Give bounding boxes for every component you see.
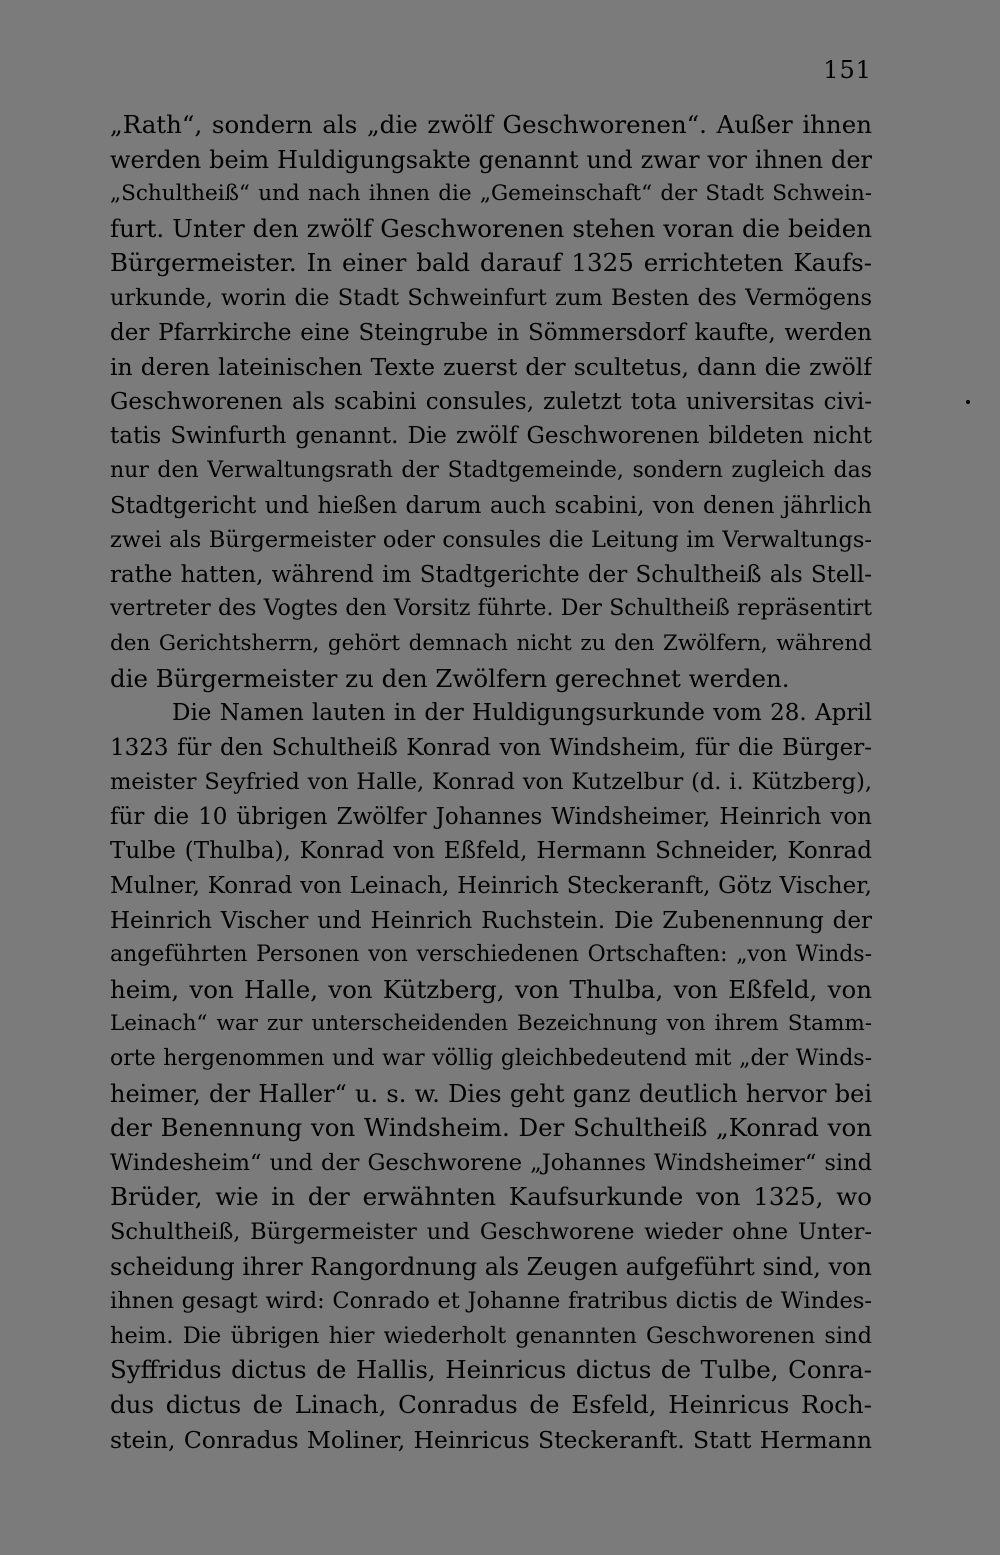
text-line: werden beim Huldigungsakte genannt und zwar vor ihnen der <box>110 145 872 174</box>
text-line: der Benennung von Windsheim. Der Schultheiß „Konrad von <box>110 1113 872 1143</box>
text-line: Brüder, wie in der erwähnten Kaufsurkunde von 1325, wo <box>110 1182 872 1212</box>
text-line: Mulner, Konrad von Leinach, Heinrich Steckeranft, Götz Vischer, <box>110 873 872 900</box>
text-line: Windesheim“ und der Geschworene „Johannes Windsheimer“ sind <box>110 1149 872 1176</box>
text-line: „Schultheiß“ und nach ihnen die „Gemeinschaft“ der Stadt Schwein- <box>110 181 872 207</box>
body-text <box>110 108 872 1457</box>
page-number: 151 <box>823 56 872 84</box>
text-line: Tulbe (Thulba), Konrad von Eßfeld, Hermann Schneider, Konrad <box>110 838 872 865</box>
scan-speck <box>966 400 970 404</box>
text-line: Stadtgericht und hießen darum auch scabini, von denen jährlich <box>110 492 872 519</box>
text-line: heim, von Halle, von Kützberg, von Thulba, von Eßfeld, von <box>110 974 872 1004</box>
text-line: meister Seyfried von Halle, Konrad von Kutzelbur (d. i. Kützberg), <box>110 769 872 796</box>
text-line: stein, Conradus Moliner, Heinricus Steckeranft. Statt Hermann <box>110 1425 872 1454</box>
text-line: furt. Unter den zwölf Geschworenen stehen voran die beiden <box>110 213 872 243</box>
text-line: Leinach“ war zur unterscheidenden Bezeichnung von ihrem Stamm- <box>110 1011 872 1037</box>
text-line: in deren lateinischen Texte zuerst der scultetus, dann die zwölf <box>110 353 872 382</box>
text-line: zwei als Bürgermeister oder consules die Leitung im Verwaltungs- <box>110 527 872 554</box>
text-line: Schultheiß, Bürgermeister und Geschworene wieder ohne Unter- <box>110 1219 872 1245</box>
text-line: Bürgermeister. In einer bald darauf 1325 errichteten Kaufs- <box>110 248 872 278</box>
text-line: 1323 für den Schultheiß Konrad von Windsheim, für die Bürger- <box>110 734 872 761</box>
text-line: heimer, der Haller“ u. s. w. Dies geht ganz deutlich hervor bei <box>110 1079 872 1108</box>
text-line: heim. Die übrigen hier wiederholt genannten Geschworenen sind <box>110 1322 872 1349</box>
text-line: orte hergenommen und war völlig gleichbedeutend mit „der Winds- <box>110 1046 872 1072</box>
text-line: „Rath“, sondern als „die zwölf Geschworenen“. Außer ihnen <box>110 110 872 139</box>
text-line: den Gerichtsherrn, gehört demnach nicht zu den Zwölfern, während <box>110 630 872 656</box>
text-line: der Pfarrkirche eine Steingrube in Sömmersdorf kaufte, werden <box>110 319 872 346</box>
text-line: scheidung ihrer Rangordnung als Zeugen aufgeführt sind, von <box>110 1252 872 1281</box>
text-line: tatis Swinfurth genannt. Die zwölf Geschworenen bildeten nicht <box>110 423 872 450</box>
text-line: dus dictus de Linach, Conradus de Esfeld, Heinricus Roch- <box>110 1389 872 1419</box>
text-line: urkunde, worin die Stadt Schweinfurt zum Besten des Vermögens <box>110 284 872 311</box>
text-line: nur den Verwaltungsrath der Stadtgemeinde, sondern zugleich das <box>110 457 872 483</box>
text-line: für die 10 übrigen Zwölfer Johannes Windsheimer, Heinrich von <box>110 803 872 830</box>
text-line: ihnen gesagt wird: Conrado et Johanne fratribus dictis de Windes- <box>110 1288 872 1315</box>
text-line: angeführten Personen von verschiedenen Ortschaften: „von Winds- <box>110 942 872 968</box>
text-line: Geschworenen als scabini consules, zuletzt tota universitas civi- <box>110 388 872 415</box>
text-line: Die Namen lauten in der Huldigungsurkunde vom 28. April <box>172 700 872 727</box>
text-line: Heinrich Vischer und Heinrich Ruchstein. Die Zubenennung der <box>110 907 872 934</box>
text-line: vertreter des Vogtes den Vorsitz führte. Der Schultheiß repräsentirt <box>110 596 872 622</box>
text-line: Syffridus dictus de Hallis, Heinricus dictus de Tulbe, Conra- <box>110 1355 872 1385</box>
text-line: die Bürgermeister zu den Zwölfern gerechnet werden. <box>110 663 790 693</box>
text-line: rathe hatten, während im Stadtgerichte der Schultheiß als Stell- <box>110 561 872 588</box>
